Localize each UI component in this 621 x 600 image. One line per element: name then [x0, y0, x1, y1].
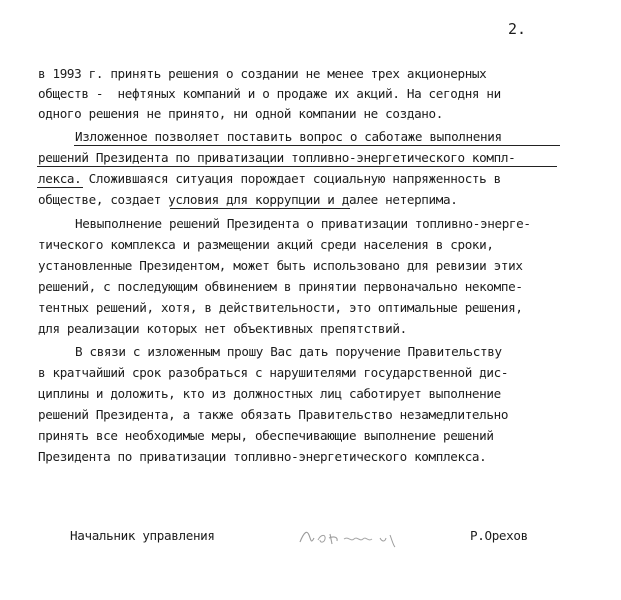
handwritten-underline [37, 187, 83, 188]
text-line-3: одного решения не принято, ни одной компании не создано. [38, 106, 443, 121]
handwritten-signature [296, 526, 414, 550]
text-line-10: установленные Президентом, может быть использовано для ревизии этих [38, 258, 523, 273]
text-line-16: циплины и доложить, кто из должностных лиц саботирует выполнение [38, 386, 501, 401]
text-line-18: принять все необходимые меры, обеспечивающие выполнение решений [38, 428, 494, 443]
text-line-11: решений, с последующим обвинением в принятии первоначально некомпе- [38, 279, 523, 294]
text-line-1: в 1993 г. принять решения о создании не менее трех акционерных [38, 66, 487, 81]
signatory-title: Начальник управления [70, 528, 215, 543]
text-line-2: обществ - нефтяных компаний и о продаже их акций. На сегодня ни [38, 86, 501, 101]
signatory-name: Р.Орехов [470, 528, 528, 543]
text-line-9: тического комплекса и размещении акций среди населения в сроки, [38, 237, 494, 252]
text-line-15: в кратчайший срок разобраться с нарушителями государственной дис- [38, 365, 509, 380]
handwritten-underline [74, 145, 560, 146]
text-line-19: Президента по приватизации топливно-энергетического комплекса. [38, 449, 487, 464]
text-line-13: для реализации которых нет объективных препятствий. [38, 321, 407, 336]
text-line-4: Изложенное позволяет поставить вопрос о саботаже выполнения [75, 129, 502, 144]
text-line-6: лекса. Сложившаяся ситуация порождает социальную напряженность в [38, 171, 501, 186]
text-line-14: В связи с изложенным прошу Вас дать поручение Правительству [75, 344, 502, 359]
text-line-5: решений Президента по приватизации топливно-энергетического компл- [38, 150, 516, 165]
page-number: 2. [508, 20, 527, 38]
handwritten-underline [170, 208, 350, 209]
text-line-8: Невыполнение решений Президента о приватизации топливно-энерге- [75, 216, 531, 231]
handwritten-underline [37, 166, 557, 167]
text-line-12: тентных решений, хотя, в действительности, это оптимальные решения, [38, 300, 523, 315]
text-line-17: решений Президента, а также обязать Правительство незамедлительно [38, 407, 509, 422]
text-line-7: обществе, создает условия для коррупции и далее нетерпима. [38, 192, 458, 207]
